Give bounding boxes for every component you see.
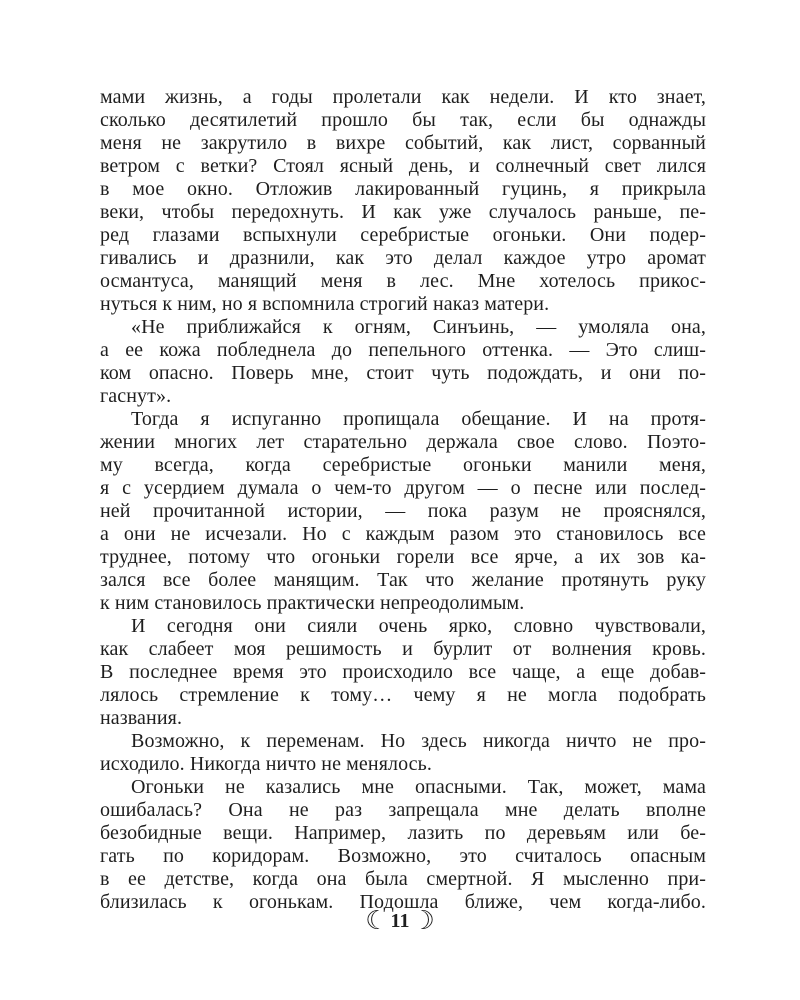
- text-line: близилась к огонькам. Подошла ближе, чем когда-либо.: [100, 891, 706, 913]
- text-line: ней прочитанной истории, — пока разум не прояснялся,: [100, 500, 706, 522]
- text-line: жении многих лет старательно держала свое слово. Поэто-: [100, 431, 706, 453]
- text-line: ред глазами вспыхнули серебристые огоньки. Они подер-: [100, 224, 706, 246]
- text-line: зался все более манящим. Так что желание протянуть руку: [100, 569, 706, 591]
- text-line: нуться к ним, но я вспомнила строгий наказ матери.: [100, 293, 550, 315]
- book-page-text: [100, 86, 706, 914]
- text-line: Тогда я испуганно пропищала обещание. И на протя-: [131, 408, 706, 430]
- text-line: му всегда, когда серебристые огоньки манили меня,: [100, 454, 706, 476]
- text-line: ошибалась? Она не раз запрещала мне делать вполне: [100, 799, 706, 821]
- text-line: гать по коридорам. Возможно, это считалось опасным: [100, 845, 706, 867]
- text-line: гаснут».: [100, 385, 172, 407]
- crescent-left-icon: ☾: [365, 906, 389, 935]
- crescent-right-icon: ☽: [411, 906, 435, 935]
- text-line: Огоньки не казались мне опасными. Так, может, мама: [131, 776, 706, 798]
- text-line: османтуса, манящий меня в лес. Мне хотелось прикос-: [100, 270, 706, 292]
- text-line: а ее кожа побледнела до пепельного оттенка. — Это слиш-: [100, 339, 706, 361]
- text-line: Возможно, к переменам. Но здесь никогда ничто не про-: [131, 730, 706, 752]
- text-line: в ее детстве, когда она была смертной. Я мысленно при-: [100, 868, 706, 890]
- text-line: гивались и дразнили, как это делал каждое утро аромат: [100, 247, 706, 269]
- text-line: сколько десятилетий прошло бы так, если бы однажды: [100, 109, 706, 131]
- text-line: труднее, потому что огоньки горели все ярче, а их зов ка-: [100, 546, 706, 568]
- text-line: И сегодня они сияли очень ярко, словно чувствовали,: [131, 615, 706, 637]
- text-line: ком опасно. Поверь мне, стоит чуть подождать, и они по-: [100, 362, 706, 384]
- text-line: В последнее время это происходило все чаще, а еще добав-: [100, 661, 706, 683]
- text-line: мами жизнь, а годы пролетали как недели. И кто знает,: [100, 86, 706, 108]
- text-line: лялось стремление к тому… чему я не могла подобрать: [100, 684, 706, 706]
- text-line: я с усердием думала о чем-то другом — о песне или послед-: [100, 477, 706, 499]
- text-line: как слабеет моя решимость и бурлит от волнения кровь.: [100, 638, 706, 660]
- text-line: исходило. Никогда ничто не менялось.: [100, 753, 432, 775]
- text-line: веки, чтобы передохнуть. И как уже случалось раньше, пе-: [100, 201, 706, 223]
- text-line: к ним становилось практически непреодолимым.: [100, 592, 525, 614]
- text-line: в мое окно. Отложив лакированный гуцинь, я прикрыла: [100, 178, 706, 200]
- text-line: меня не закрутило в вихре событий, как лист, сорванный: [100, 132, 706, 154]
- page-number-footer: [0, 906, 800, 936]
- text-line: безобидные вещи. Например, лазить по деревьям или бе-: [100, 822, 706, 844]
- text-line: а они не исчезали. Но с каждым разом это становилось все: [100, 523, 706, 545]
- text-line: ветром с ветки? Стоял ясный день, и солнечный свет лился: [100, 155, 706, 177]
- text-line: названия.: [100, 707, 183, 729]
- page-number: 11: [390, 909, 410, 932]
- text-line: «Не приближайся к огням, Синъинь, — умоляла она,: [131, 316, 706, 338]
